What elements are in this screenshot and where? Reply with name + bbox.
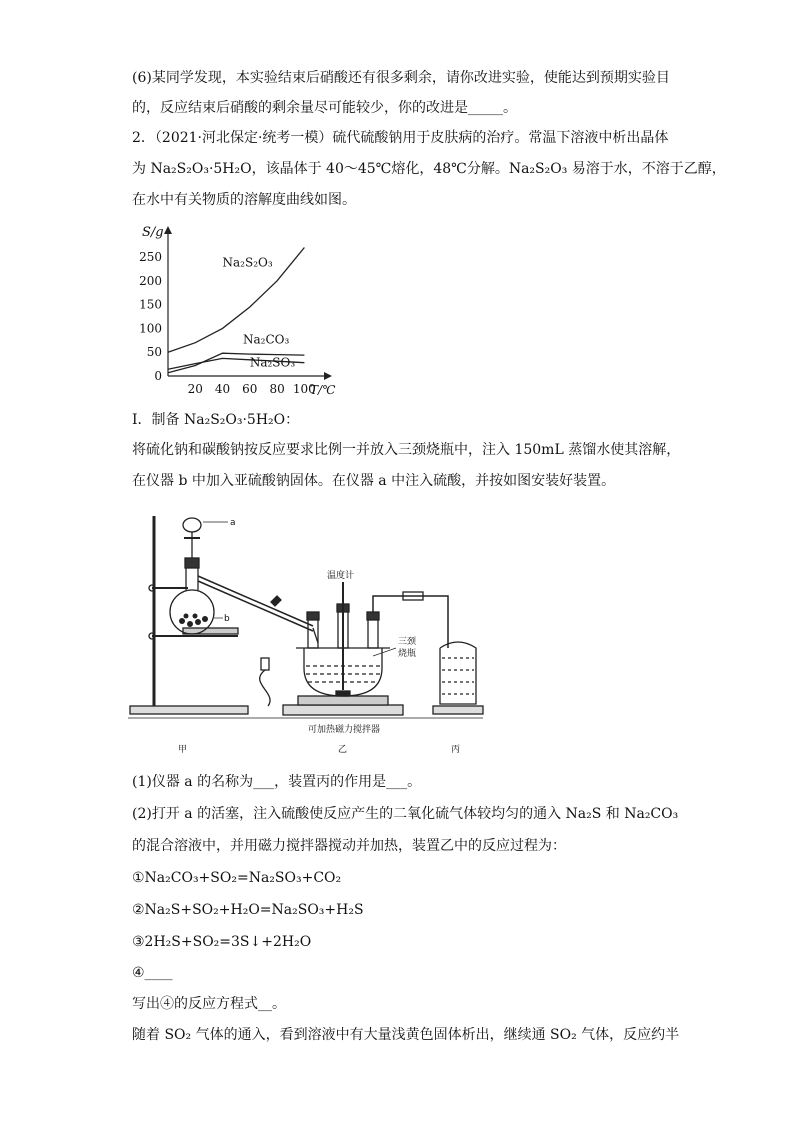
- lift-platform: [183, 628, 238, 634]
- question-1: (1)仪器 a 的名称为___，装置丙的作用是___。: [132, 774, 422, 790]
- label-bing: 丙: [451, 745, 461, 755]
- question-2-line1: (2)打开 a 的活塞，注入硫酸使反应产生的二氧化硫气体较均匀的通入 Na₂S 和 Na₂CO₃: [132, 806, 679, 822]
- x-tick-label: 40: [214, 382, 231, 396]
- write-equation: 写出④的反应方程式__。: [132, 996, 286, 1012]
- reaction-3: ③2H₂S+SO₂=3S↓+2H₂O: [132, 934, 312, 950]
- reaction-4: ④____: [132, 965, 173, 981]
- x-axis-label: T/℃: [310, 383, 336, 397]
- stand-base: [130, 706, 248, 714]
- solubility-chart: [132, 222, 336, 402]
- separatory-funnel-a: [183, 518, 201, 532]
- prep-line2: 在仪器 b 中加入亚硫酸钠固体。在仪器 a 中注入硫酸，并按如图安装好装置。: [132, 473, 616, 489]
- label-flask-1: 三颈: [398, 637, 417, 647]
- y-tick-label: 0: [154, 369, 162, 383]
- y-tick-label: 250: [139, 250, 162, 265]
- p6-line2: 的，反应结束后硝酸的剩余量尽可能较少，你的改进是_____。: [132, 100, 517, 116]
- absorption-bottle: [440, 642, 476, 704]
- x-tick-label: 100: [292, 382, 316, 396]
- x-tick-label: 60: [242, 382, 258, 396]
- prep-line1: 将硫化钠和碳酸钠按反应要求比例一并放入三颈烧瓶中，注入 150mL 蒸馏水使其溶解，: [132, 442, 681, 458]
- last-line: 随着 SO₂ 气体的通入，看到溶液中有大量浅黄色固体析出，继续通 SO₂ 气体，反应约半: [132, 1027, 680, 1043]
- y-axis-arrow: [164, 226, 172, 234]
- y-tick-label: 100: [139, 321, 162, 336]
- reaction-2: ②Na₂S+SO₂+H₂O=Na₂SO₃+H₂S: [132, 902, 364, 918]
- label-flask-2: 烧瓶: [398, 649, 417, 659]
- section-1-title: Ⅰ．制备 Na₂S₂O₃·5H₂O：: [132, 412, 300, 428]
- q2-line1: 2．（2021·河北保定·统考一模）硫代硫酸钠用于皮肤病的治疗。常温下溶液中析出晶体: [132, 130, 669, 146]
- series-label-3: Na₂SO₃: [249, 355, 296, 370]
- x-tick-label: 80: [269, 382, 285, 396]
- magnetic-stirrer: [283, 705, 403, 715]
- label-stirrer: 可加热磁力搅拌器: [308, 725, 381, 735]
- x-tick-label: 20: [187, 382, 203, 396]
- series-label-1: Na₂S₂O₃: [222, 255, 273, 270]
- y-axis-label: S/g: [142, 225, 164, 240]
- q2-line3: 在水中有关物质的溶解度曲线如图。: [132, 192, 356, 208]
- label-a: a: [230, 518, 236, 528]
- label-thermometer: 温度计: [327, 571, 355, 581]
- label-yi: 乙: [338, 745, 348, 755]
- y-tick-label: 50: [146, 345, 162, 360]
- series-label-2: Na₂CO₃: [243, 332, 290, 347]
- reaction-1: ①Na₂CO₃+SO₂=Na₂SO₃+CO₂: [132, 870, 342, 886]
- question-2-line2: 的混合溶液中，并用磁力搅拌器搅动并加热，装置乙中的反应过程为：: [132, 838, 566, 854]
- label-jia: 甲: [178, 745, 188, 755]
- p6-line1: (6)某同学发现，本实验结束后硝酸还有很多剩余，请你改进实验，使能达到预期实验目: [132, 70, 670, 86]
- x-axis-arrow: [324, 372, 332, 380]
- q2-line2: 为 Na₂S₂O₃·5H₂O，该晶体于 40～45℃熔化，48℃分解。Na₂S₂O₃ 易溶于水，不溶于乙醇，: [132, 161, 726, 177]
- label-b: b: [224, 614, 230, 624]
- y-tick-label: 150: [139, 297, 162, 312]
- y-tick-label: 200: [139, 273, 162, 288]
- apparatus-diagram: [128, 508, 488, 758]
